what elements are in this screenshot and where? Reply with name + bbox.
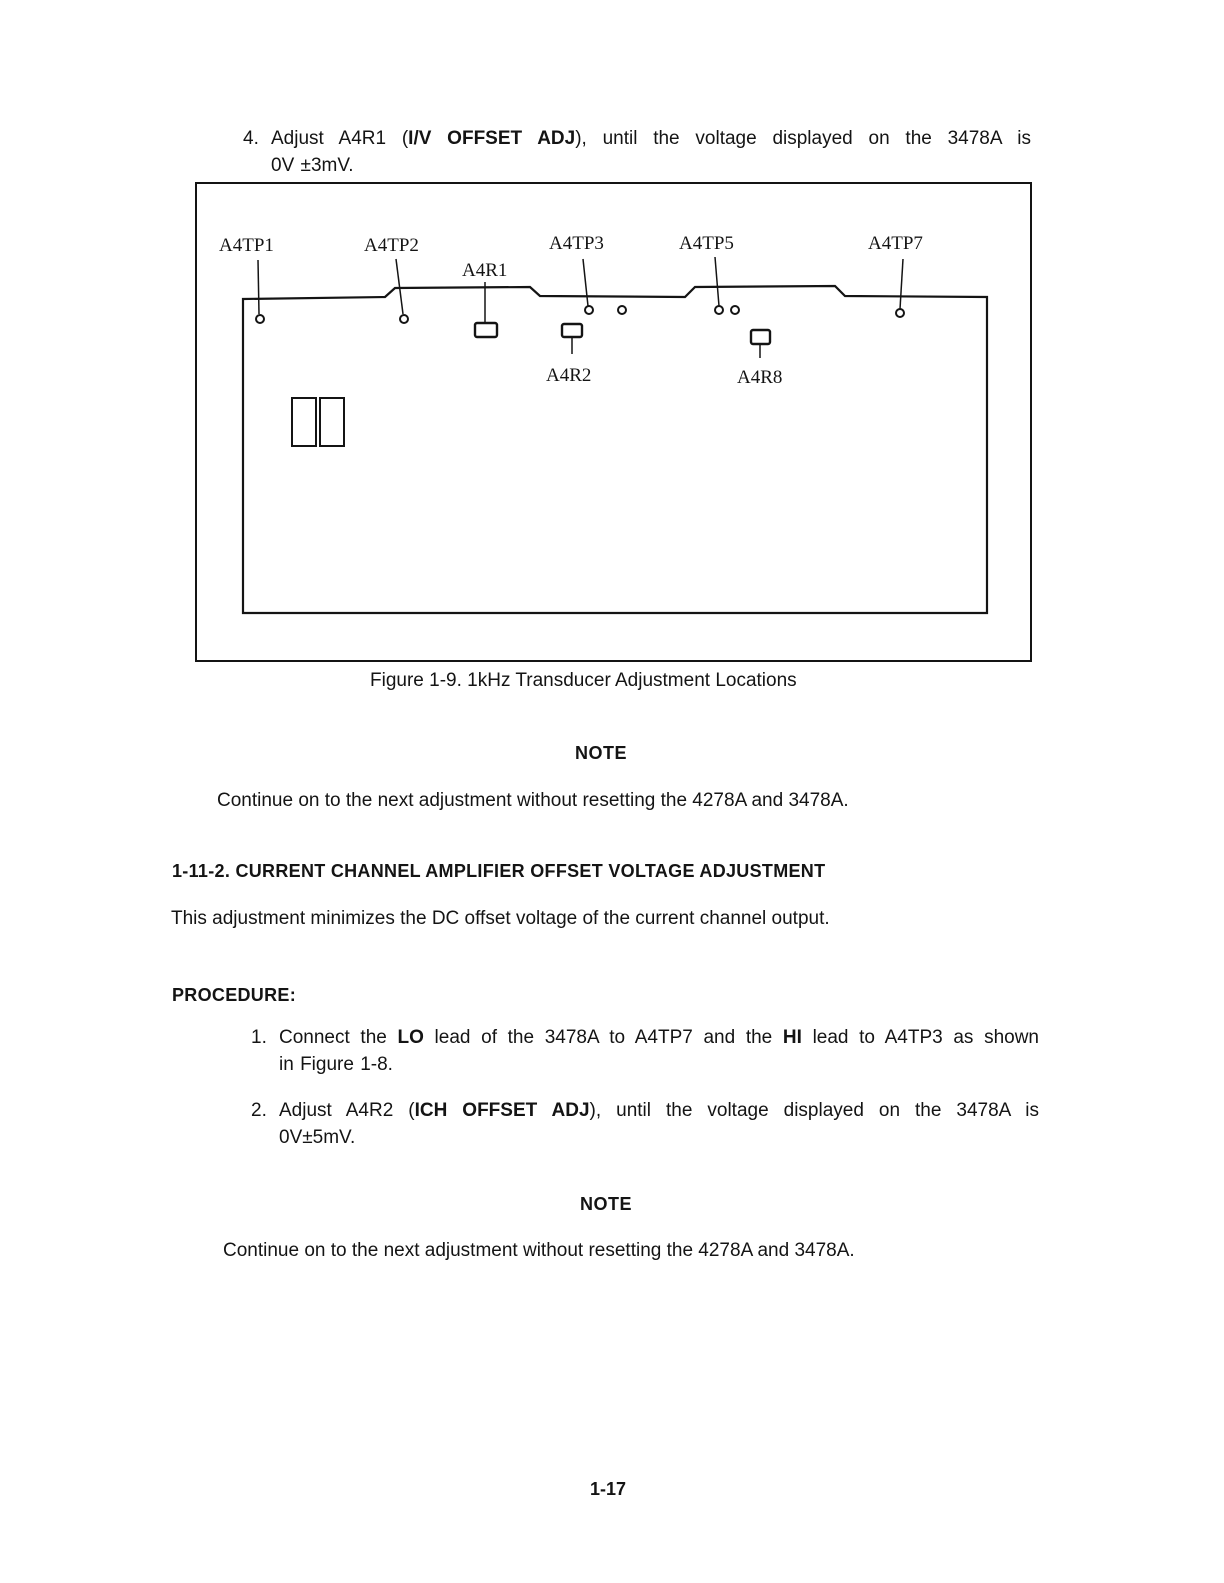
board-diagram bbox=[195, 182, 1032, 662]
section-description: This adjustment minimizes the DC offset voltage of the current channel output. bbox=[171, 908, 830, 929]
testpoint-a4tp2 bbox=[400, 315, 408, 323]
step-number: 4. bbox=[243, 128, 259, 149]
testpoint-a4tp7 bbox=[896, 309, 904, 317]
figure-frame bbox=[195, 182, 1032, 662]
control-name: ICH OFFSET ADJ bbox=[414, 1100, 590, 1121]
lead-name: LO bbox=[397, 1027, 424, 1048]
leader-a4tp7 bbox=[900, 259, 903, 309]
step-text: Adjust A4R1 (I/V OFFSET ADJ), until the voltage displayed on the 3478A is bbox=[271, 128, 1031, 149]
testpoint-unlabeled bbox=[731, 306, 739, 314]
leader-a4tp1 bbox=[258, 260, 259, 314]
note-text: Continue on to the next adjustment without resetting the 4278A and 3478A. bbox=[217, 790, 849, 811]
step-4 bbox=[243, 125, 1031, 181]
page-number: 1-17 bbox=[590, 1479, 627, 1499]
potentiometer-a4r2 bbox=[562, 324, 582, 337]
note-heading: NOTE bbox=[580, 1194, 633, 1214]
step-text-line2: 0V±5mV. bbox=[279, 1127, 356, 1148]
label-a4tp3: A4TP3 bbox=[549, 233, 604, 254]
label-a4tp7: A4TP7 bbox=[868, 233, 923, 254]
step-2 bbox=[251, 1097, 1041, 1153]
leader-a4tp5 bbox=[715, 257, 719, 306]
step-text-line2: in Figure 1-8. bbox=[279, 1054, 393, 1075]
step-number: 1. bbox=[251, 1027, 267, 1048]
label-a4r8: A4R8 bbox=[737, 367, 783, 388]
label-a4r2: A4R2 bbox=[546, 365, 592, 386]
step-1 bbox=[251, 1024, 1041, 1080]
step-text: Adjust A4R2 (ICH OFFSET ADJ), until the voltage displayed on the 3478A is bbox=[279, 1100, 1040, 1121]
note-heading: NOTE bbox=[575, 743, 628, 763]
testpoint-unlabeled bbox=[618, 306, 626, 314]
section-heading: 1-11-2. CURRENT CHANNEL AMPLIFIER OFFSET VOLTAGE ADJUSTMENT bbox=[172, 861, 826, 881]
figure-caption: Figure 1-9. 1kHz Transducer Adjustment Locations bbox=[370, 670, 797, 691]
step-number: 2. bbox=[251, 1100, 267, 1121]
testpoint-a4tp3 bbox=[585, 306, 593, 314]
lead-name: HI bbox=[782, 1027, 802, 1048]
board-outline bbox=[243, 286, 987, 613]
label-a4tp2: A4TP2 bbox=[364, 235, 419, 256]
procedure-label: PROCEDURE: bbox=[172, 985, 297, 1005]
control-name: I/V OFFSET ADJ bbox=[408, 128, 576, 149]
potentiometer-a4r8 bbox=[751, 330, 770, 344]
note-text: Continue on to the next adjustment without resetting the 4278A and 3478A. bbox=[223, 1240, 855, 1261]
leader-a4tp3 bbox=[583, 259, 588, 306]
label-a4tp5: A4TP5 bbox=[679, 233, 734, 254]
label-a4tp1: A4TP1 bbox=[219, 235, 274, 256]
component-block bbox=[320, 398, 344, 446]
testpoint-a4tp1 bbox=[256, 315, 264, 323]
figure-border bbox=[196, 183, 1031, 661]
testpoint-a4tp5 bbox=[715, 306, 723, 314]
component-block bbox=[292, 398, 316, 446]
label-a4r1: A4R1 bbox=[462, 260, 508, 281]
step-text-line2: 0V ±3mV. bbox=[271, 155, 354, 176]
potentiometer-a4r1 bbox=[475, 323, 497, 337]
leader-a4tp2 bbox=[396, 259, 403, 314]
step-text: Connect the LO lead of the 3478A to A4TP7 and the HI lead to A4TP3 as shown bbox=[279, 1027, 1039, 1048]
